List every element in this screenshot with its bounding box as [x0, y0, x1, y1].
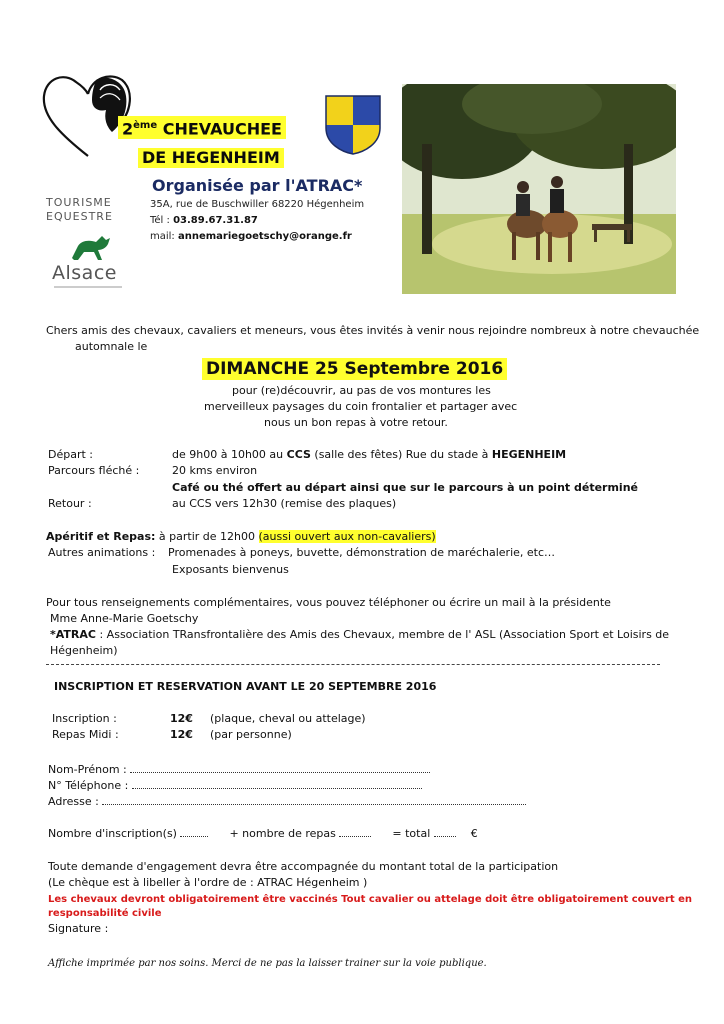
- warning-line1: Les chevaux devront obligatoirement être vaccinés Tout cavalier ou attelage doit être obligatoirement couvert en: [48, 894, 693, 905]
- footer-note: Affiche imprimée par nos soins. Merci de ne pas la laisser trainer sur la voie publique.: [48, 958, 487, 969]
- heart-horse-logo-icon: [40, 68, 136, 160]
- info-president: Mme Anne-Marie Goetschy: [50, 612, 199, 625]
- horse-silhouette-icon: [66, 232, 116, 262]
- nom-field[interactable]: Nom-Prénom :: [48, 762, 430, 777]
- shield-coat-of-arms-icon: [324, 94, 382, 156]
- inscription-label: Inscription :: [52, 712, 117, 725]
- info-line1: Pour tous renseignements complémentaires, vous pouvez téléphoner ou écrire un mail à la présidente: [46, 596, 611, 609]
- animations-value: Promenades à poneys, buvette, démonstration de maréchalerie, etc…: [168, 546, 556, 559]
- animations-label: Autres animations :: [48, 546, 156, 559]
- cafe-offert: Café ou thé offert au départ ainsi que sur le parcours à un point déterminé: [172, 481, 638, 494]
- total-field[interactable]: = total: [392, 827, 455, 840]
- event-title-line2: DE HEGENHEIM: [138, 148, 284, 168]
- retour-label: Retour :: [48, 497, 92, 510]
- intro-line2: automnale le: [75, 340, 148, 353]
- cheque-note: (Le chèque est à libeller à l'ordre de : ATRAC Hégenheim ): [48, 876, 368, 889]
- cut-line: [46, 664, 660, 665]
- aperitif-line: Apéritif et Repas: à partir de 12h00 (aussi ouvert aux non-cavaliers): [46, 530, 436, 543]
- inscription-note: (plaque, cheval ou attelage): [210, 712, 366, 725]
- repas-price: 12€: [170, 728, 193, 741]
- event-title-line1: 2ème CHEVAUCHEE: [118, 116, 286, 139]
- purpose-line2: merveilleux paysages du coin frontalier et partager avec: [204, 400, 518, 413]
- tourisme-equestre-logo: TOURISME EQUESTRE: [46, 196, 113, 223]
- exposants: Exposants bienvenus: [172, 563, 289, 576]
- inscription-price: 12€: [170, 712, 193, 725]
- depart-value: de 9h00 à 10h00 au CCS (salle des fêtes) Rue du stade à HEGENHEIM: [172, 448, 567, 461]
- parcours-label: Parcours fléché :: [48, 464, 140, 477]
- riders-photo: [402, 84, 676, 294]
- nombre-repas-field[interactable]: + nombre de repas: [229, 827, 371, 840]
- count-line: [48, 826, 478, 841]
- telephone-field[interactable]: N° Téléphone :: [48, 778, 422, 793]
- form-heading: INSCRIPTION ET RESERVATION AVANT LE 20 SEPTEMBRE 2016: [54, 680, 437, 693]
- address: 35A, rue de Buschwiller 68220 Hégenheim: [150, 199, 365, 210]
- atrac-definition-2: Hégenheim): [50, 644, 118, 657]
- nombre-inscriptions-field[interactable]: Nombre d'inscription(s): [48, 827, 208, 840]
- signature-field[interactable]: Signature :: [48, 922, 109, 935]
- mail-line: mail: annemariegoetschy@orange.fr: [150, 231, 352, 242]
- phone-line: Tél : 03.89.67.31.87: [150, 215, 258, 226]
- repas-note: (par personne): [210, 728, 292, 741]
- retour-value: au CCS vers 12h30 (remise des plaques): [172, 497, 397, 510]
- organised-by: Organisée par l'ATRAC*: [152, 176, 363, 195]
- alsace-logo-underline: [54, 286, 122, 288]
- intro-line1: Chers amis des chevaux, cavaliers et meneurs, vous êtes invités à venir nous rejoindre nombreux à notre chevauchée: [46, 324, 700, 337]
- purpose-line1: pour (re)découvrir, au pas de vos montures les: [232, 384, 491, 397]
- atrac-definition: *ATRAC : Association TRansfrontalière des Amis des Chevaux, membre de l' ASL (Association Sport et Loisirs de: [50, 628, 670, 641]
- purpose-line3: nous un bon repas à votre retour.: [264, 416, 448, 429]
- repas-label: Repas Midi :: [52, 728, 119, 741]
- alsace-logo: Alsace: [52, 262, 117, 284]
- warning-line2: responsabilité civile: [48, 908, 162, 919]
- event-date: DIMANCHE 25 Septembre 2016: [202, 358, 507, 380]
- euro-sign: €: [470, 827, 478, 840]
- depart-label: Départ :: [48, 448, 93, 461]
- parcours-value: 20 kms environ: [172, 464, 258, 477]
- engagement-note: Toute demande d'engagement devra être accompagnée du montant total de la participation: [48, 860, 559, 873]
- adresse-field[interactable]: Adresse :: [48, 794, 526, 809]
